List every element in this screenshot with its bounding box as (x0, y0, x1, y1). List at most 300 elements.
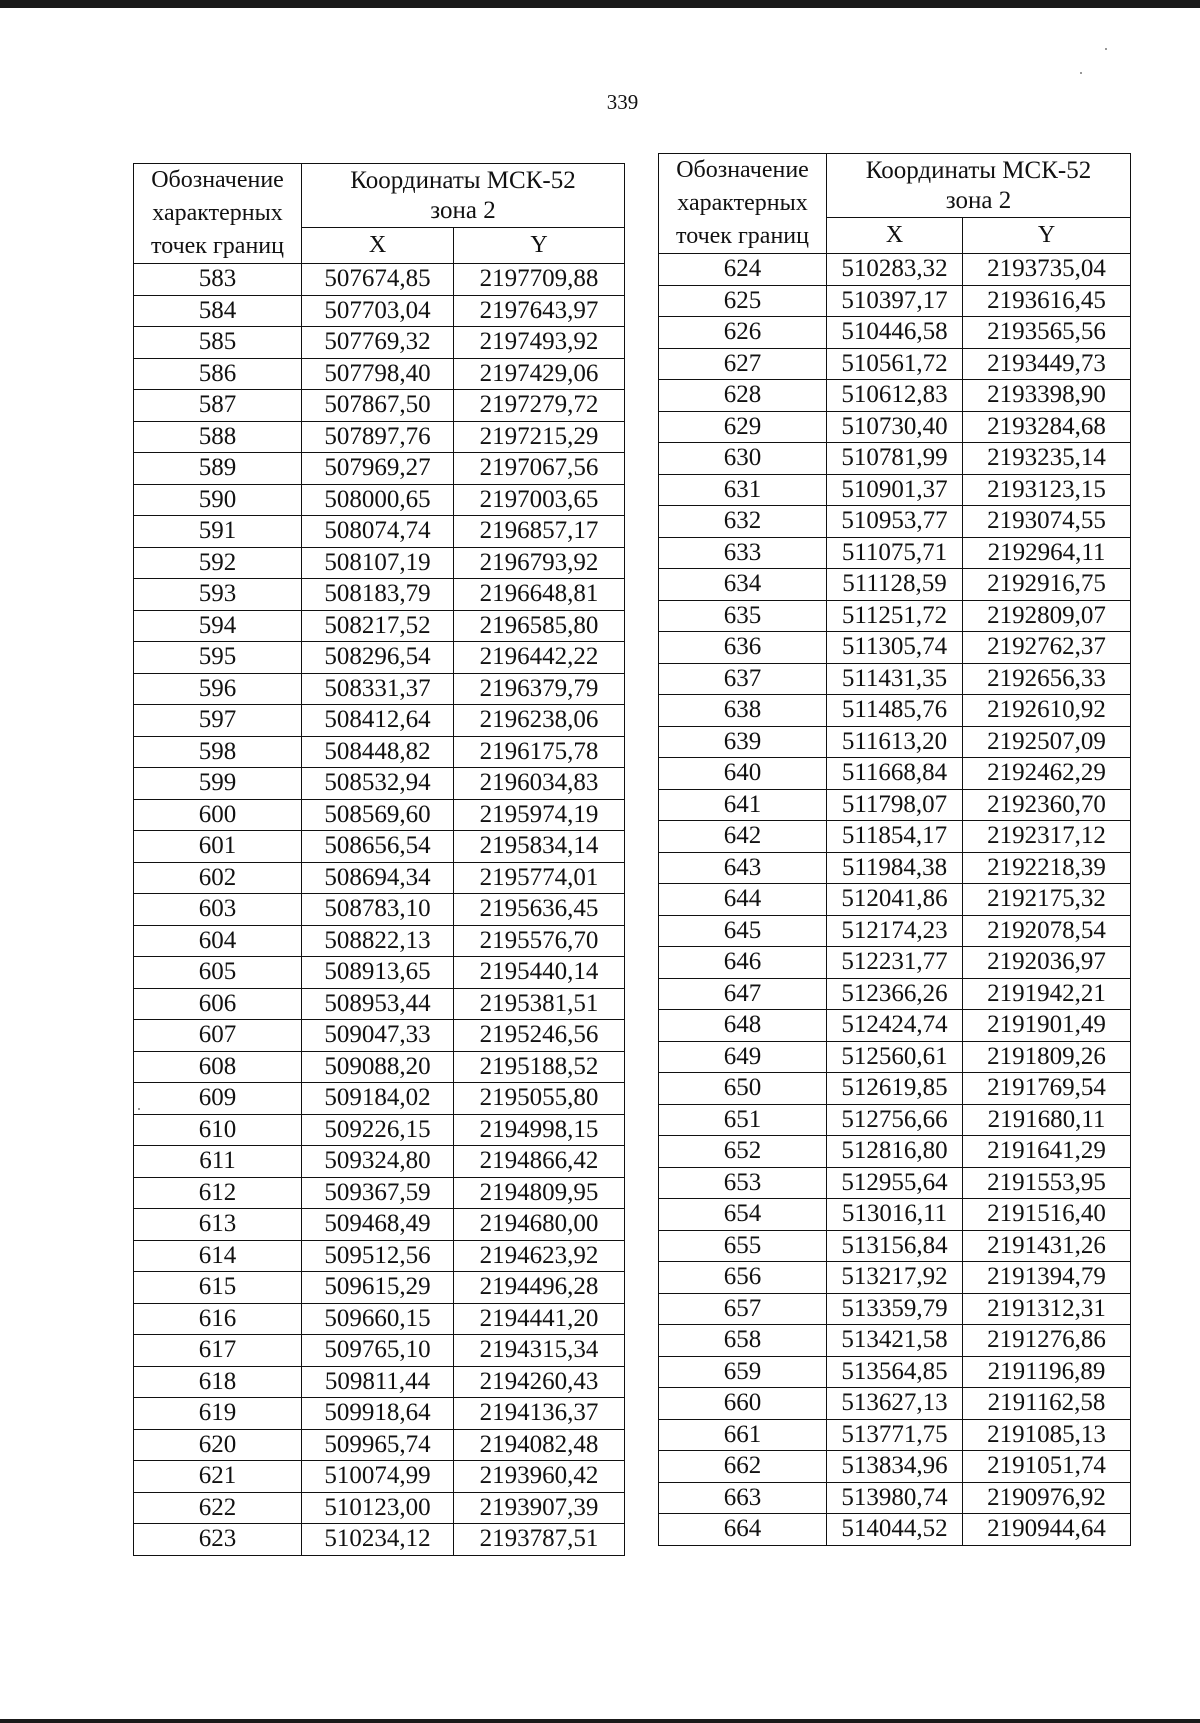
point-id-cell: 591 (134, 516, 302, 548)
y-coordinate-cell: 2197709,88 (454, 264, 625, 296)
x-coordinate-cell: 513359,79 (827, 1293, 963, 1325)
y-coordinate-cell: 2193398,90 (963, 380, 1131, 412)
table-row (659, 978, 1131, 1010)
x-coordinate-cell: 513771,75 (827, 1419, 963, 1451)
x-coordinate-cell: 509468,49 (302, 1209, 454, 1241)
table-row (134, 327, 625, 359)
table-row (134, 1335, 625, 1367)
y-coordinate-cell: 2196857,17 (454, 516, 625, 548)
point-id-cell: 609 (134, 1083, 302, 1115)
table-row (134, 736, 625, 768)
x-coordinate-cell: 511798,07 (827, 789, 963, 821)
table-row (134, 1177, 625, 1209)
point-id-cell: 649 (659, 1041, 827, 1073)
table-row (134, 925, 625, 957)
coordinates-table-left (133, 163, 625, 1556)
table-row (659, 789, 1131, 821)
y-coordinate-cell: 2197643,97 (454, 295, 625, 327)
table-row (134, 957, 625, 989)
point-id-cell: 627 (659, 348, 827, 380)
point-id-cell: 616 (134, 1303, 302, 1335)
x-coordinate-cell: 508448,82 (302, 736, 454, 768)
point-id-cell: 638 (659, 695, 827, 727)
point-id-cell: 628 (659, 380, 827, 412)
x-coordinate-cell: 512756,66 (827, 1104, 963, 1136)
point-id-cell: 639 (659, 726, 827, 758)
x-coordinate-cell: 511613,20 (827, 726, 963, 758)
table-row (134, 705, 625, 737)
y-coordinate-cell: 2194315,34 (454, 1335, 625, 1367)
point-id-cell: 645 (659, 915, 827, 947)
table-row (134, 421, 625, 453)
y-coordinate-cell: 2195055,80 (454, 1083, 625, 1115)
x-coordinate-cell: 510612,83 (827, 380, 963, 412)
table-row (134, 579, 625, 611)
table-row (134, 1366, 625, 1398)
x-coordinate-cell: 507769,32 (302, 327, 454, 359)
y-coordinate-cell: 2191769,54 (963, 1073, 1131, 1105)
x-coordinate-cell: 512424,74 (827, 1010, 963, 1042)
y-coordinate-cell: 2196648,81 (454, 579, 625, 611)
y-coordinate-cell: 2193074,55 (963, 506, 1131, 538)
y-coordinate-cell: 2190976,92 (963, 1482, 1131, 1514)
point-id-cell: 597 (134, 705, 302, 737)
table-row (659, 852, 1131, 884)
x-coordinate-cell: 510953,77 (827, 506, 963, 538)
x-coordinate-cell: 508331,37 (302, 673, 454, 705)
scan-speck (1105, 48, 1107, 50)
point-id-cell: 613 (134, 1209, 302, 1241)
x-coordinate-cell: 508569,60 (302, 799, 454, 831)
y-coordinate-cell: 2195576,70 (454, 925, 625, 957)
point-id-cell: 583 (134, 264, 302, 296)
y-coordinate-cell: 2196034,83 (454, 768, 625, 800)
x-coordinate-cell: 508913,65 (302, 957, 454, 989)
y-coordinate-cell: 2192317,12 (963, 821, 1131, 853)
x-coordinate-cell: 513016,11 (827, 1199, 963, 1231)
x-coordinate-cell: 510901,37 (827, 474, 963, 506)
table-row (134, 453, 625, 485)
y-coordinate-cell: 2190944,64 (963, 1514, 1131, 1546)
point-id-cell: 605 (134, 957, 302, 989)
x-coordinate-cell: 507674,85 (302, 264, 454, 296)
point-id-cell: 631 (659, 474, 827, 506)
point-id-cell: 648 (659, 1010, 827, 1042)
point-id-cell: 584 (134, 295, 302, 327)
table-row (659, 317, 1131, 349)
point-id-cell: 606 (134, 988, 302, 1020)
y-coordinate-cell: 2191394,79 (963, 1262, 1131, 1294)
x-coordinate-cell: 512560,61 (827, 1041, 963, 1073)
point-id-cell: 654 (659, 1199, 827, 1231)
point-id-cell: 626 (659, 317, 827, 349)
point-id-cell: 607 (134, 1020, 302, 1052)
table-row (134, 390, 625, 422)
table-row (659, 1388, 1131, 1420)
table-row (659, 1419, 1131, 1451)
x-coordinate-cell: 509765,10 (302, 1335, 454, 1367)
table-row (659, 411, 1131, 443)
x-coordinate-cell: 511251,72 (827, 600, 963, 632)
x-coordinate-cell: 510074,99 (302, 1461, 454, 1493)
x-coordinate-cell: 512231,77 (827, 947, 963, 979)
y-coordinate-cell: 2194260,43 (454, 1366, 625, 1398)
x-coordinate-cell: 507969,27 (302, 453, 454, 485)
y-coordinate-cell: 2196793,92 (454, 547, 625, 579)
point-id-cell: 655 (659, 1230, 827, 1262)
table-row (659, 1514, 1131, 1546)
table-row (659, 1325, 1131, 1357)
table-body (134, 264, 625, 1556)
header-y: Y (454, 228, 625, 264)
point-id-cell: 589 (134, 453, 302, 485)
y-coordinate-cell: 2195834,14 (454, 831, 625, 863)
x-coordinate-cell: 509184,02 (302, 1083, 454, 1115)
x-coordinate-cell: 509811,44 (302, 1366, 454, 1398)
point-id-cell: 650 (659, 1073, 827, 1105)
table-row (134, 1524, 625, 1556)
y-coordinate-cell: 2191942,21 (963, 978, 1131, 1010)
x-coordinate-cell: 510446,58 (827, 317, 963, 349)
table-row (659, 947, 1131, 979)
x-coordinate-cell: 508412,64 (302, 705, 454, 737)
point-id-cell: 644 (659, 884, 827, 916)
point-id-cell: 617 (134, 1335, 302, 1367)
point-id-cell: 646 (659, 947, 827, 979)
x-coordinate-cell: 511128,59 (827, 569, 963, 601)
point-id-cell: 604 (134, 925, 302, 957)
y-coordinate-cell: 2192656,33 (963, 663, 1131, 695)
y-coordinate-cell: 2191553,95 (963, 1167, 1131, 1199)
point-id-cell: 662 (659, 1451, 827, 1483)
table-row (134, 547, 625, 579)
point-id-cell: 615 (134, 1272, 302, 1304)
table-row (134, 1020, 625, 1052)
point-id-cell: 633 (659, 537, 827, 569)
x-coordinate-cell: 508107,19 (302, 547, 454, 579)
point-id-cell: 622 (134, 1492, 302, 1524)
x-coordinate-cell: 511854,17 (827, 821, 963, 853)
table-row (134, 264, 625, 296)
point-id-cell: 651 (659, 1104, 827, 1136)
x-coordinate-cell: 511305,74 (827, 632, 963, 664)
table-row (659, 348, 1131, 380)
point-id-cell: 642 (659, 821, 827, 853)
point-id-cell: 602 (134, 862, 302, 894)
x-coordinate-cell: 508822,13 (302, 925, 454, 957)
x-coordinate-cell: 510730,40 (827, 411, 963, 443)
table-row (659, 1293, 1131, 1325)
table-row (659, 1073, 1131, 1105)
table-row (134, 988, 625, 1020)
point-id-cell: 601 (134, 831, 302, 863)
x-coordinate-cell: 507703,04 (302, 295, 454, 327)
table-row (134, 1272, 625, 1304)
point-id-cell: 619 (134, 1398, 302, 1430)
point-id-cell: 618 (134, 1366, 302, 1398)
y-coordinate-cell: 2192809,07 (963, 600, 1131, 632)
point-id-cell: 630 (659, 443, 827, 475)
y-coordinate-cell: 2191641,29 (963, 1136, 1131, 1168)
y-coordinate-cell: 2197279,72 (454, 390, 625, 422)
point-id-cell: 629 (659, 411, 827, 443)
point-id-cell: 634 (659, 569, 827, 601)
table-row (659, 1104, 1131, 1136)
y-coordinate-cell: 2192462,29 (963, 758, 1131, 790)
point-id-cell: 600 (134, 799, 302, 831)
y-coordinate-cell: 2192610,92 (963, 695, 1131, 727)
y-coordinate-cell: 2192078,54 (963, 915, 1131, 947)
y-coordinate-cell: 2194680,00 (454, 1209, 625, 1241)
y-coordinate-cell: 2191901,49 (963, 1010, 1131, 1042)
y-coordinate-cell: 2192175,32 (963, 884, 1131, 916)
table-row (134, 1303, 625, 1335)
x-coordinate-cell: 508074,74 (302, 516, 454, 548)
table-row (659, 1451, 1131, 1483)
y-coordinate-cell: 2195636,45 (454, 894, 625, 926)
table-row (134, 1209, 625, 1241)
table-row (659, 600, 1131, 632)
table-row (134, 1398, 625, 1430)
table-row (134, 894, 625, 926)
table-row (659, 758, 1131, 790)
table-row (659, 1010, 1131, 1042)
table-row (659, 915, 1131, 947)
x-coordinate-cell: 508217,52 (302, 610, 454, 642)
table-row (134, 516, 625, 548)
table-row (134, 295, 625, 327)
y-coordinate-cell: 2192218,39 (963, 852, 1131, 884)
y-coordinate-cell: 2195381,51 (454, 988, 625, 1020)
y-coordinate-cell: 2194496,28 (454, 1272, 625, 1304)
x-coordinate-cell: 508183,79 (302, 579, 454, 611)
y-coordinate-cell: 2197429,06 (454, 358, 625, 390)
point-id-cell: 647 (659, 978, 827, 1010)
header-x: X (302, 228, 454, 264)
y-coordinate-cell: 2192964,11 (963, 537, 1131, 569)
point-id-cell: 614 (134, 1240, 302, 1272)
x-coordinate-cell: 510397,17 (827, 285, 963, 317)
table-row (659, 726, 1131, 758)
table-row (134, 799, 625, 831)
table-row (659, 821, 1131, 853)
table-row (659, 474, 1131, 506)
x-coordinate-cell: 509965,74 (302, 1429, 454, 1461)
y-coordinate-cell: 2191162,58 (963, 1388, 1131, 1420)
y-coordinate-cell: 2193907,39 (454, 1492, 625, 1524)
header-coordinates: Координаты МСК-52 зона 2 (302, 164, 625, 228)
point-id-cell: 587 (134, 390, 302, 422)
x-coordinate-cell: 514044,52 (827, 1514, 963, 1546)
point-id-cell: 588 (134, 421, 302, 453)
header-coordinates: Координаты МСК-52 зона 2 (827, 154, 1131, 218)
table-row (134, 1114, 625, 1146)
x-coordinate-cell: 509088,20 (302, 1051, 454, 1083)
point-id-cell: 635 (659, 600, 827, 632)
x-coordinate-cell: 509918,64 (302, 1398, 454, 1430)
point-id-cell: 636 (659, 632, 827, 664)
table-body (659, 254, 1131, 1546)
table-row (659, 1199, 1131, 1231)
x-coordinate-cell: 508783,10 (302, 894, 454, 926)
point-id-cell: 624 (659, 254, 827, 286)
point-id-cell: 660 (659, 1388, 827, 1420)
x-coordinate-cell: 511984,38 (827, 852, 963, 884)
x-coordinate-cell: 513421,58 (827, 1325, 963, 1357)
table-row (659, 632, 1131, 664)
point-id-cell: 625 (659, 285, 827, 317)
x-coordinate-cell: 508694,34 (302, 862, 454, 894)
x-coordinate-cell: 507867,50 (302, 390, 454, 422)
y-coordinate-cell: 2195188,52 (454, 1051, 625, 1083)
x-coordinate-cell: 508296,54 (302, 642, 454, 674)
point-id-cell: 596 (134, 673, 302, 705)
y-coordinate-cell: 2193284,68 (963, 411, 1131, 443)
table-row (659, 537, 1131, 569)
x-coordinate-cell: 509324,80 (302, 1146, 454, 1178)
x-coordinate-cell: 509512,56 (302, 1240, 454, 1272)
y-coordinate-cell: 2194809,95 (454, 1177, 625, 1209)
y-coordinate-cell: 2191431,26 (963, 1230, 1131, 1262)
table-row (659, 285, 1131, 317)
table-row (134, 1461, 625, 1493)
y-coordinate-cell: 2192036,97 (963, 947, 1131, 979)
x-coordinate-cell: 510234,12 (302, 1524, 454, 1556)
y-coordinate-cell: 2195246,56 (454, 1020, 625, 1052)
table-row (659, 443, 1131, 475)
table-row (134, 673, 625, 705)
x-coordinate-cell: 509226,15 (302, 1114, 454, 1146)
table-row (134, 1083, 625, 1115)
y-coordinate-cell: 2193616,45 (963, 285, 1131, 317)
point-id-cell: 594 (134, 610, 302, 642)
y-coordinate-cell: 2193565,56 (963, 317, 1131, 349)
point-id-cell: 657 (659, 1293, 827, 1325)
y-coordinate-cell: 2191085,13 (963, 1419, 1131, 1451)
point-id-cell: 640 (659, 758, 827, 790)
y-coordinate-cell: 2192916,75 (963, 569, 1131, 601)
point-id-cell: 623 (134, 1524, 302, 1556)
x-coordinate-cell: 510561,72 (827, 348, 963, 380)
y-coordinate-cell: 2196379,79 (454, 673, 625, 705)
header-point-label: Обозначение характерных точек границ (659, 154, 827, 254)
table-row (659, 1230, 1131, 1262)
point-id-cell: 643 (659, 852, 827, 884)
point-id-cell: 599 (134, 768, 302, 800)
table-row (659, 1167, 1131, 1199)
x-coordinate-cell: 512174,23 (827, 915, 963, 947)
point-id-cell: 610 (134, 1114, 302, 1146)
point-id-cell: 663 (659, 1482, 827, 1514)
table-row (134, 484, 625, 516)
x-coordinate-cell: 511075,71 (827, 537, 963, 569)
point-id-cell: 632 (659, 506, 827, 538)
y-coordinate-cell: 2194082,48 (454, 1429, 625, 1461)
table-row (659, 506, 1131, 538)
x-coordinate-cell: 511431,35 (827, 663, 963, 695)
y-coordinate-cell: 2197493,92 (454, 327, 625, 359)
y-coordinate-cell: 2195974,19 (454, 799, 625, 831)
y-coordinate-cell: 2196585,80 (454, 610, 625, 642)
y-coordinate-cell: 2191196,89 (963, 1356, 1131, 1388)
point-id-cell: 593 (134, 579, 302, 611)
y-coordinate-cell: 2191051,74 (963, 1451, 1131, 1483)
y-coordinate-cell: 2193960,42 (454, 1461, 625, 1493)
table-row (659, 884, 1131, 916)
point-id-cell: 595 (134, 642, 302, 674)
y-coordinate-cell: 2193735,04 (963, 254, 1131, 286)
point-id-cell: 664 (659, 1514, 827, 1546)
x-coordinate-cell: 512041,86 (827, 884, 963, 916)
x-coordinate-cell: 512955,64 (827, 1167, 963, 1199)
table-row (659, 695, 1131, 727)
point-id-cell: 608 (134, 1051, 302, 1083)
point-id-cell: 621 (134, 1461, 302, 1493)
table-row (134, 768, 625, 800)
y-coordinate-cell: 2194623,92 (454, 1240, 625, 1272)
table-row (134, 831, 625, 863)
x-coordinate-cell: 508953,44 (302, 988, 454, 1020)
x-coordinate-cell: 513156,84 (827, 1230, 963, 1262)
y-coordinate-cell: 2191680,11 (963, 1104, 1131, 1136)
header-x: X (827, 218, 963, 254)
x-coordinate-cell: 509047,33 (302, 1020, 454, 1052)
x-coordinate-cell: 510283,32 (827, 254, 963, 286)
table-row (134, 358, 625, 390)
y-coordinate-cell: 2196442,22 (454, 642, 625, 674)
y-coordinate-cell: 2192507,09 (963, 726, 1131, 758)
point-id-cell: 590 (134, 484, 302, 516)
point-id-cell: 620 (134, 1429, 302, 1461)
point-id-cell: 612 (134, 1177, 302, 1209)
y-coordinate-cell: 2192762,37 (963, 632, 1131, 664)
x-coordinate-cell: 513627,13 (827, 1388, 963, 1420)
x-coordinate-cell: 513980,74 (827, 1482, 963, 1514)
table-row (134, 862, 625, 894)
x-coordinate-cell: 511485,76 (827, 695, 963, 727)
y-coordinate-cell: 2194136,37 (454, 1398, 625, 1430)
point-id-cell: 652 (659, 1136, 827, 1168)
y-coordinate-cell: 2191516,40 (963, 1199, 1131, 1231)
point-id-cell: 611 (134, 1146, 302, 1178)
y-coordinate-cell: 2192360,70 (963, 789, 1131, 821)
y-coordinate-cell: 2193123,15 (963, 474, 1131, 506)
x-coordinate-cell: 509615,29 (302, 1272, 454, 1304)
table-row (134, 1492, 625, 1524)
point-id-cell: 656 (659, 1262, 827, 1294)
x-coordinate-cell: 513834,96 (827, 1451, 963, 1483)
y-coordinate-cell: 2196238,06 (454, 705, 625, 737)
scan-edge-top (0, 0, 1200, 8)
table-row (659, 1262, 1131, 1294)
table-row (659, 1136, 1131, 1168)
x-coordinate-cell: 509660,15 (302, 1303, 454, 1335)
y-coordinate-cell: 2195774,01 (454, 862, 625, 894)
point-id-cell: 653 (659, 1167, 827, 1199)
table-row (659, 1041, 1131, 1073)
table-row (134, 1429, 625, 1461)
table-row (659, 1482, 1131, 1514)
point-id-cell: 641 (659, 789, 827, 821)
x-coordinate-cell: 508000,65 (302, 484, 454, 516)
x-coordinate-cell: 510123,00 (302, 1492, 454, 1524)
x-coordinate-cell: 512816,80 (827, 1136, 963, 1168)
y-coordinate-cell: 2197215,29 (454, 421, 625, 453)
point-id-cell: 585 (134, 327, 302, 359)
y-coordinate-cell: 2193235,14 (963, 443, 1131, 475)
x-coordinate-cell: 513564,85 (827, 1356, 963, 1388)
table-row (134, 1146, 625, 1178)
